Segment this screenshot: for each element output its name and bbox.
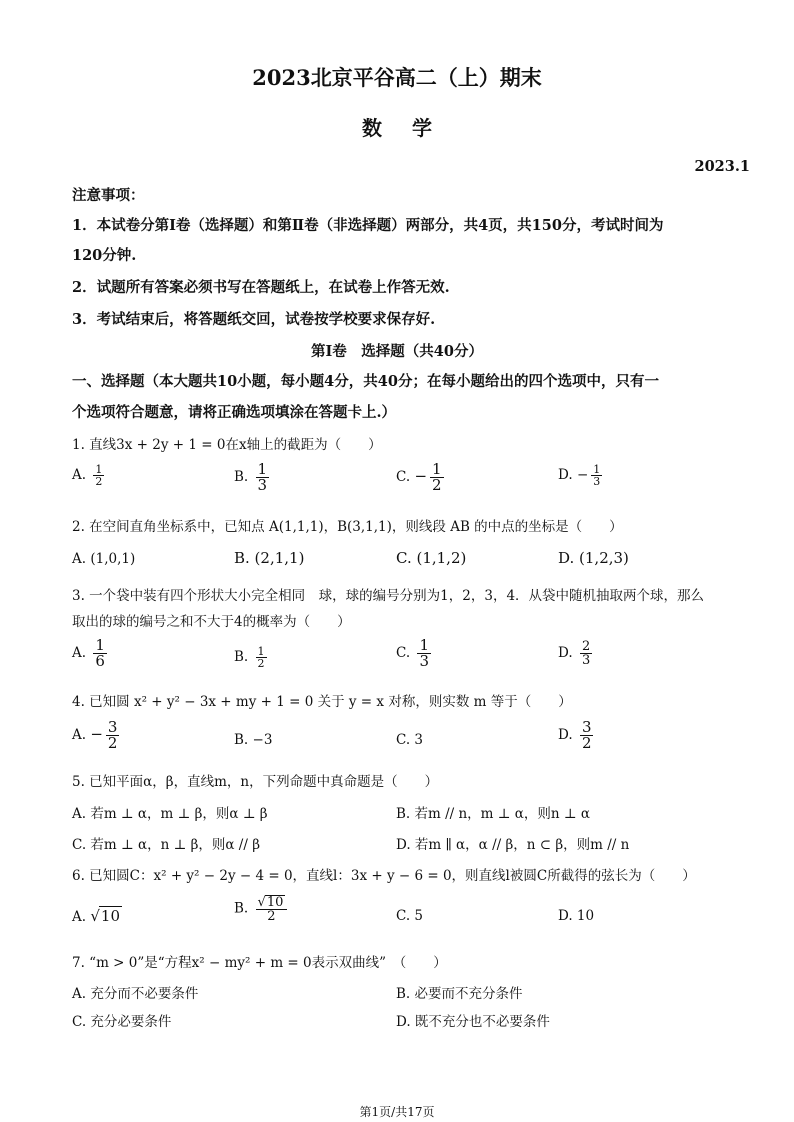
question-7-option-b: B. 必要而不充分条件	[396, 986, 523, 1002]
question-6-option-b: B. $\frac{√10}{2}$	[234, 895, 287, 923]
question-1-option-a: A. $\frac{1}{2}$	[72, 463, 103, 488]
question-7-stem: 7. “m > 0”是“方程x² − my² + m = 0表示双曲线” （ ）	[72, 955, 447, 971]
question-7-option-a: A. 充分而不必要条件	[72, 986, 199, 1002]
question-2-option-c: C. (1,1,2)	[396, 549, 467, 567]
question-5-option-c: C. 若m ⊥ α，n ⊥ β，则α // β	[72, 837, 261, 853]
question-5-stem: 5. 已知平面α，β，直线m，n，下列命题中真命题是（ ）	[72, 774, 439, 790]
exam-title: 2023北京平谷高二（上）期末	[252, 65, 542, 90]
question-6-option-d: D. 10	[558, 908, 595, 924]
subject-title: 数学	[362, 116, 462, 140]
question-7-option-c: C. 充分必要条件	[72, 1014, 172, 1030]
question-7-option-d: D. 既不充分也不必要条件	[396, 1014, 550, 1030]
question-2-stem: 2. 在空间直角坐标系中，已知点 A(1,1,1)，B(3,1,1)，则线段 AB 的中点的坐标是（ ）	[72, 519, 623, 535]
section-instructions: 一、选择题（本大题共10小题，每小题4分，共40分；在每小题给出的四个选项中，只有一	[72, 373, 659, 390]
notice-heading: 注意事项：	[72, 187, 145, 204]
question-2-option-d: D. (1,2,3)	[558, 549, 629, 567]
question-5-option-d: D. 若m ∥ α，α // β，n ⊂ β，则m // n	[396, 837, 630, 853]
question-4-stem: 4. 已知圆 x² + y² − 3x + my + 1 = 0 关于 y = x 对称，则实数 m 等于（ ）	[72, 694, 572, 710]
question-4-option-b: B. −3	[234, 732, 273, 748]
question-5-option-b: B. 若m // n，m ⊥ α，则n ⊥ α	[396, 806, 590, 822]
exam-date: 2023.1	[694, 158, 750, 175]
notice-item-2: 2．试题所有答案必须书写在答题纸上，在试卷上作答无效.	[72, 279, 450, 296]
question-1-option-d: D. − $\frac{1}{3}$	[558, 463, 601, 488]
notice-item-3: 3．考试结束后，将答题纸交回，试卷按学校要求保存好.	[72, 311, 436, 328]
question-2-option-b: B. (2,1,1)	[234, 549, 305, 567]
question-3-stem-cont: 取出的球的编号之和不大于4的概率为（ ）	[72, 614, 351, 630]
question-6-option-a: A. √10	[72, 907, 120, 925]
question-1-option-c: C. − $\frac{1}{2}$	[396, 460, 442, 494]
part1-heading: 第Ⅰ卷 选择题（共40分）	[311, 343, 483, 360]
notice-item-1-cont: 120分钟.	[72, 247, 137, 264]
question-4-option-d: D. $\frac{3}{2}$	[558, 718, 592, 752]
question-3-option-d: D. $\frac{2}{3}$	[558, 639, 591, 668]
question-3-stem: 3. 一个袋中装有四个形状大小完全相同 球，球的编号分别为1，2，3，4．从袋中随机抽取两个球，那么	[72, 588, 705, 604]
question-4-option-c: C. 3	[396, 732, 424, 748]
question-3-option-b: B. $\frac{1}{2}$	[234, 645, 265, 670]
question-2-option-a: A. (1,0,1)	[72, 551, 136, 567]
question-3-option-a: A. $\frac{1}{6}$	[72, 636, 105, 670]
question-6-option-c: C. 5	[396, 908, 424, 924]
question-6-stem: 6. 已知圆C：x² + y² − 2y − 4 = 0，直线l：3x + y − 6 = 0，则直线l被圆C所截得的弦长为（ ）	[72, 868, 696, 884]
question-4-option-a: A. − $\frac{3}{2}$	[72, 718, 118, 752]
question-1-stem: 1. 直线3x + 2y + 1 = 0在x轴上的截距为（ ）	[72, 437, 382, 453]
page-number: 第1页/共17页	[359, 1105, 435, 1119]
question-3-option-c: C. $\frac{1}{3}$	[396, 636, 429, 670]
question-1-option-b: B. $\frac{1}{3}$	[234, 460, 268, 494]
notice-item-1: 1．本试卷分第Ⅰ卷（选择题）和第Ⅱ卷（非选择题）两部分，共4页，共150分，考试时间为	[72, 217, 664, 234]
section-instructions-cont: 个选项符合题意，请将正确选项填涂在答题卡上.）	[72, 404, 397, 421]
question-5-option-a: A. 若m ⊥ α，m ⊥ β，则α ⊥ β	[72, 806, 268, 822]
